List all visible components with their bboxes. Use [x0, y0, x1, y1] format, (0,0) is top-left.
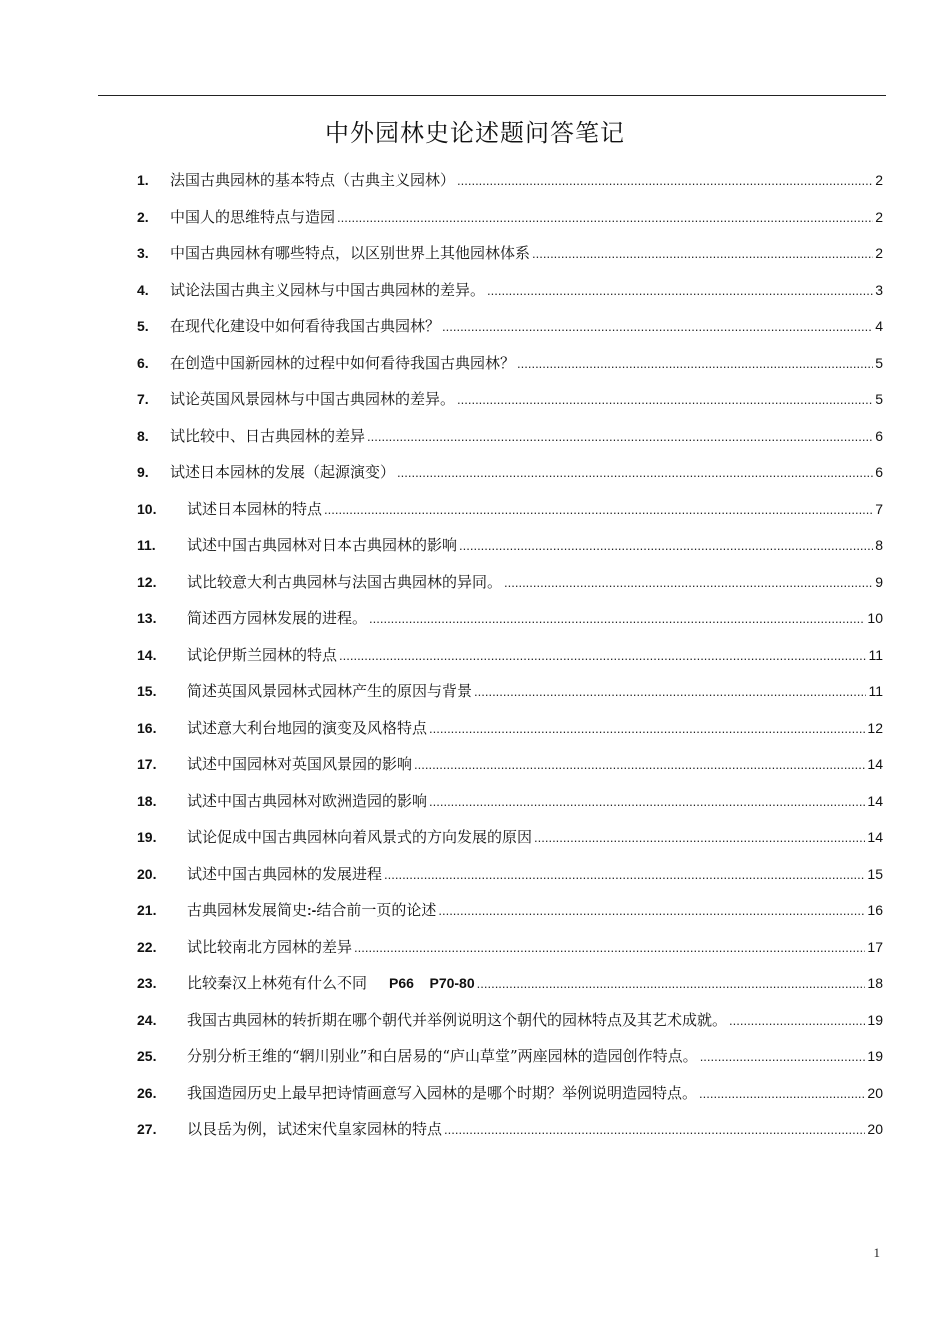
header-rule: [98, 95, 886, 96]
dot-leader: [337, 200, 873, 237]
toc-entry-11[interactable]: [137, 527, 883, 564]
toc-page-number: 16: [867, 902, 883, 918]
toc-page-number: 14: [867, 829, 883, 845]
toc-number: 17.: [137, 756, 157, 772]
dot-leader: [532, 236, 873, 273]
toc-title: 试比较中、日古典园林的差异: [170, 426, 366, 445]
toc-title: 试论促成中国古典园林向着风景式的方向发展的原因: [187, 828, 533, 846]
dot-leader: [504, 565, 873, 602]
toc-page-number: 7: [875, 500, 883, 517]
toc-title-part: 古典园林发展简史: [187, 901, 308, 919]
toc-number: 23.: [137, 975, 157, 991]
dot-leader: [487, 273, 873, 310]
dot-leader: [444, 1112, 865, 1149]
toc-entry-20[interactable]: [137, 856, 883, 893]
table-of-contents: [137, 162, 883, 1148]
toc-page-number: 6: [875, 464, 883, 480]
toc-entry-13[interactable]: [137, 600, 883, 637]
toc-title: 中国古典园林有哪些特点，以区别世界上其他园林体系: [170, 244, 531, 262]
toc-title: 试述中国古典园林对欧洲造园的影响: [187, 791, 428, 810]
toc-page-number: 17: [867, 938, 883, 955]
toc-page-number: 5: [875, 354, 883, 371]
dot-leader: [438, 893, 865, 930]
toc-entry-7[interactable]: [137, 381, 883, 418]
dot-leader: [414, 747, 865, 784]
toc-number: 5.: [137, 318, 149, 334]
toc-number: 12.: [137, 573, 157, 590]
toc-number: 24.: [137, 1011, 157, 1028]
toc-entry-6[interactable]: [137, 345, 883, 382]
toc-page-number: 14: [867, 792, 883, 809]
toc-page-number: 11: [868, 683, 883, 699]
dot-leader: [384, 857, 865, 894]
toc-entry-10[interactable]: [137, 491, 883, 528]
dot-leader: [474, 674, 866, 711]
toc-entry-2[interactable]: [137, 199, 883, 236]
toc-page-number: 5: [875, 391, 883, 407]
dot-leader: [339, 638, 866, 675]
toc-number: 21.: [137, 902, 157, 918]
toc-page-number: 6: [875, 427, 883, 444]
toc-number: 25.: [137, 1048, 157, 1064]
toc-entry-24[interactable]: [137, 1002, 883, 1039]
toc-title: [187, 892, 436, 929]
dot-leader: [729, 1003, 865, 1040]
footer-page-number: 1: [873, 1245, 880, 1260]
dot-leader: [397, 455, 873, 492]
toc-entry-16[interactable]: [137, 710, 883, 747]
toc-title: 试述中国园林对英国风景园的影响: [187, 755, 413, 773]
toc-entry-23[interactable]: [137, 965, 883, 1002]
toc-title: 试论伊斯兰园林的特点: [187, 645, 338, 664]
toc-title: 在创造中国新园林的过程中如何看待我国古典园林？: [170, 353, 516, 372]
toc-entry-4[interactable]: [137, 272, 883, 309]
dot-leader: [477, 966, 866, 1003]
dot-leader: [324, 492, 873, 529]
toc-page-number: 19: [867, 1011, 883, 1028]
toc-page-number: 9: [875, 573, 883, 590]
toc-number: 13.: [137, 610, 157, 626]
toc-title: [187, 965, 475, 1002]
toc-page-number: 12: [867, 719, 883, 736]
dot-leader: [429, 784, 865, 821]
toc-entry-1[interactable]: [137, 162, 883, 199]
toc-number: 26.: [137, 1084, 157, 1101]
toc-title-part: 比较秦汉上林苑有什么不同: [187, 974, 368, 992]
dot-leader: [534, 820, 865, 857]
toc-number: 11.: [137, 537, 156, 553]
toc-title: 试比较意大利古典园林与法国古典园林的异同。: [187, 572, 503, 591]
dot-leader: [457, 163, 873, 200]
toc-page-number: 19: [867, 1048, 883, 1064]
toc-entry-27[interactable]: [137, 1111, 883, 1148]
dot-leader: [354, 930, 865, 967]
toc-title: 法国古典园林的基本特点（古典主义园林）: [170, 171, 456, 189]
toc-entry-3[interactable]: [137, 235, 883, 272]
toc-title: 试述日本园林的发展（起源演变）: [170, 463, 396, 481]
toc-number: 9.: [137, 464, 149, 480]
toc-page-number: 8: [875, 537, 883, 553]
toc-number: 10.: [137, 500, 157, 517]
toc-number: 22.: [137, 938, 157, 955]
toc-number: 18.: [137, 792, 157, 809]
toc-entry-5[interactable]: [137, 308, 883, 345]
toc-title: 分别分析王维的“辋川别业”和白居易的“庐山草堂”两座园林的造园创作特点。: [187, 1047, 698, 1065]
toc-entry-8[interactable]: [137, 418, 883, 455]
toc-number: 7.: [137, 391, 149, 407]
toc-entry-18[interactable]: [137, 783, 883, 820]
toc-page-number: 15: [867, 865, 883, 882]
dot-leader: [700, 1039, 866, 1076]
toc-title: 试论英国风景园林与中国古典园林的差异。: [170, 390, 456, 408]
toc-entry-21[interactable]: [137, 892, 883, 929]
toc-page-number: 20: [867, 1084, 883, 1101]
dot-leader: [517, 346, 873, 383]
toc-page-number: 2: [875, 208, 883, 225]
toc-page-number: 11: [868, 646, 883, 663]
toc-entry-15[interactable]: [137, 673, 883, 710]
document-title: 中外园林史论述题问答笔记: [325, 119, 625, 147]
toc-number: 6.: [137, 354, 149, 371]
toc-entry-9[interactable]: [137, 454, 883, 491]
toc-title: 中国人的思维特点与造园: [170, 207, 336, 226]
toc-number: 27.: [137, 1121, 157, 1137]
toc-number: 4.: [137, 281, 149, 298]
dot-leader: [699, 1076, 865, 1113]
toc-title: 简述西方园林发展的进程。: [187, 609, 368, 627]
toc-number: 3.: [137, 245, 149, 261]
toc-title-bold-part: :-: [307, 902, 317, 918]
toc-title: 试述意大利台地园的演变及风格特点: [187, 718, 428, 737]
toc-page-number: 2: [875, 245, 883, 261]
toc-title: 简述英国风景园林式园林产生的原因与背景: [187, 682, 473, 700]
toc-page-number: 20: [867, 1121, 883, 1137]
dot-leader: [367, 419, 873, 456]
toc-title: 试论法国古典主义园林与中国古典园林的差异。: [170, 280, 486, 299]
toc-page-number: 3: [875, 281, 883, 298]
toc-number: 20.: [137, 865, 157, 882]
toc-number: 14.: [137, 646, 157, 663]
toc-number: 8.: [137, 427, 149, 444]
toc-number: 2.: [137, 208, 149, 225]
toc-page-number: 10: [867, 610, 883, 626]
dot-leader: [457, 382, 873, 419]
toc-page-number: 2: [875, 172, 883, 188]
toc-title-bold-part: P66 P70-80: [389, 975, 475, 991]
toc-title: 试述日本园林的特点: [187, 499, 323, 518]
dot-leader: [442, 309, 873, 346]
toc-title-part: 结合前一页的论述: [316, 901, 437, 919]
toc-entry-25[interactable]: [137, 1038, 883, 1075]
toc-title: 试述中国古典园林的发展进程: [187, 864, 383, 883]
toc-page-number: 4: [875, 318, 883, 334]
dot-leader: [369, 601, 865, 638]
toc-number: 16.: [137, 719, 157, 736]
toc-title: 我国古典园林的转折期在哪个朝代并举例说明这个朝代的园林特点及其艺术成就。: [187, 1010, 728, 1029]
toc-title: 我国造园历史上最早把诗情画意写入园林的是哪个时期？举例说明造园特点。: [187, 1083, 698, 1102]
toc-entry-12[interactable]: [137, 564, 883, 601]
toc-entry-17[interactable]: [137, 746, 883, 783]
toc-number: 19.: [137, 829, 157, 845]
toc-title: 试述中国古典园林对日本古典园林的影响: [187, 536, 458, 554]
dot-leader: [459, 528, 873, 565]
toc-entry-22[interactable]: [137, 929, 883, 966]
toc-entry-26[interactable]: [137, 1075, 883, 1112]
toc-entry-19[interactable]: [137, 819, 883, 856]
toc-number: 1.: [137, 172, 149, 188]
toc-title: 试比较南北方园林的差异: [187, 937, 353, 956]
toc-title: 以艮岳为例，试述宋代皇家园林的特点: [187, 1120, 443, 1138]
toc-page-number: 18: [867, 975, 883, 991]
toc-title: 在现代化建设中如何看待我国古典园林？: [170, 317, 441, 335]
toc-number: 15.: [137, 683, 157, 699]
dot-leader: [429, 711, 865, 748]
toc-page-number: 14: [867, 756, 883, 772]
toc-entry-14[interactable]: [137, 637, 883, 674]
